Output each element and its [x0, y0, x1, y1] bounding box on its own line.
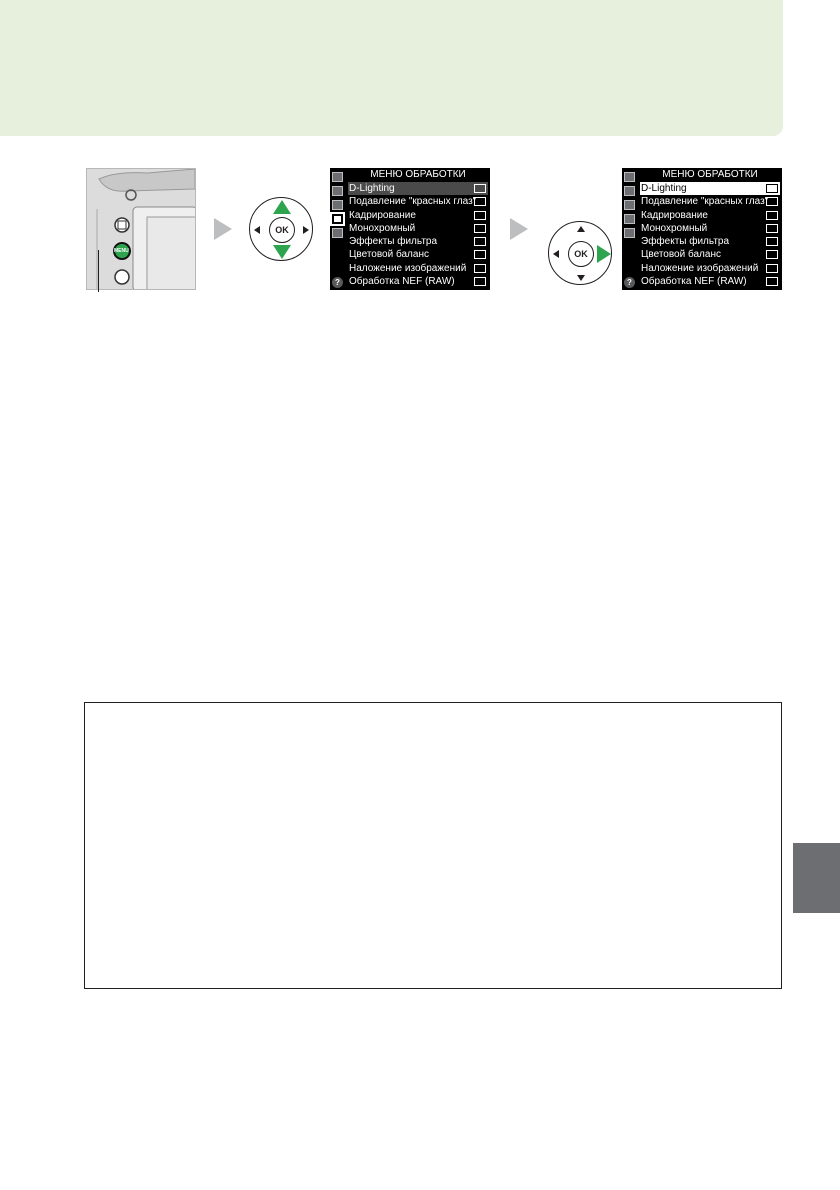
setup-tab-icon [624, 200, 635, 210]
options-table-3 [558, 404, 782, 628]
menu-item [348, 209, 488, 222]
menu-item-label: D-Lighting [349, 183, 395, 194]
arrow-down-icon [577, 275, 585, 281]
section-tab [793, 843, 840, 913]
ok-button: OK [269, 217, 295, 243]
table-divider [322, 404, 545, 628]
menu-item-label: Наложение изображений [641, 262, 759, 274]
eye-icon [474, 197, 486, 206]
overlay-icon [766, 264, 778, 273]
header-band [0, 0, 783, 136]
arrow-right-icon [597, 245, 611, 263]
raw-icon [474, 277, 486, 286]
arrow-right-icon [303, 226, 309, 234]
menu-item-label: Эффекты фильтра [349, 236, 438, 248]
menu-item [640, 235, 780, 248]
retouch-tab-icon [332, 214, 343, 224]
menu-item-label: Монохромный [641, 222, 708, 234]
menu-item [348, 248, 488, 261]
raw-icon [766, 277, 778, 286]
eye-icon [766, 197, 778, 206]
table-divider [558, 404, 782, 628]
menu-item [640, 209, 780, 222]
menu-sidebar [624, 172, 636, 252]
help-icon: ? [624, 277, 635, 288]
color-balance-icon [766, 250, 778, 259]
menu-item-label: Наложение изображений [349, 262, 467, 274]
menu-item [640, 275, 780, 288]
camera-tab-icon [332, 186, 343, 196]
menu-item-label: D-Lighting [641, 183, 687, 194]
camera-tab-icon [624, 186, 635, 196]
help-icon: ? [332, 277, 343, 288]
arrow-down-icon [273, 245, 291, 259]
menu-item [348, 222, 488, 235]
menu-item-label: Подавление "красных глаз" [641, 196, 769, 208]
filter-icon [766, 237, 778, 246]
arrow-up-icon [273, 200, 291, 214]
step-arrow-icon [214, 218, 232, 240]
options-table-1 [86, 404, 310, 628]
overlay-icon [474, 264, 486, 273]
menu-item-label: Цветовой баланс [349, 249, 429, 261]
menu-item [640, 195, 780, 208]
menu-item [640, 222, 780, 235]
multi-selector-up-down [249, 197, 313, 261]
retouch-menu-screen-2 [622, 168, 782, 290]
menu-item [640, 248, 780, 261]
callout-line [98, 250, 99, 292]
playback-tab-icon [624, 172, 635, 182]
arrow-left-icon [254, 226, 260, 234]
table-divider [86, 404, 310, 628]
d-lighting-icon [474, 184, 486, 193]
filter-icon [474, 237, 486, 246]
scissors-icon [766, 211, 778, 220]
menu-item-label: Кадрирование [641, 209, 708, 221]
menu-item-label: Монохромный [349, 222, 416, 234]
monochrome-icon [474, 224, 486, 233]
menu-item-label: Кадрирование [349, 209, 416, 221]
retouch-menu-screen-1 [330, 168, 490, 290]
menu-item [348, 235, 488, 248]
menu-button-label: MENU [114, 248, 129, 254]
menu-item-label: Подавление "красных глаз" [349, 196, 477, 208]
arrow-left-icon [553, 250, 559, 258]
scissors-icon [474, 211, 486, 220]
camera-body-icon [87, 169, 196, 290]
retouch-tab-icon [624, 214, 635, 224]
menu-item-label: Обработка NEF (RAW) [349, 276, 455, 288]
menu-title: МЕНЮ ОБРАБОТКИ [370, 169, 466, 180]
menu-item [348, 275, 488, 288]
menu-item [640, 262, 780, 275]
color-balance-icon [474, 250, 486, 259]
menu-sidebar [332, 172, 344, 252]
multi-selector-right [548, 221, 612, 285]
menu-item-label: Эффекты фильтра [641, 236, 730, 248]
playback-tab-icon [332, 172, 343, 182]
menu-item-label: Обработка NEF (RAW) [641, 276, 747, 288]
menu-item [348, 195, 488, 208]
camera-back-illustration [86, 168, 196, 290]
menu-item [348, 182, 488, 195]
setup-tab-icon [332, 200, 343, 210]
menu-item-label: Цветовой баланс [641, 249, 721, 261]
options-table-2 [322, 404, 545, 628]
step-arrow-icon [510, 218, 528, 240]
monochrome-icon [766, 224, 778, 233]
note-box [84, 702, 782, 989]
recent-tab-icon [624, 228, 635, 238]
menu-item-selected [640, 182, 780, 195]
ok-button: OK [568, 241, 594, 267]
arrow-up-icon [577, 226, 585, 232]
menu-item [348, 262, 488, 275]
d-lighting-icon [766, 184, 778, 193]
recent-tab-icon [332, 228, 343, 238]
menu-title: МЕНЮ ОБРАБОТКИ [662, 169, 758, 180]
